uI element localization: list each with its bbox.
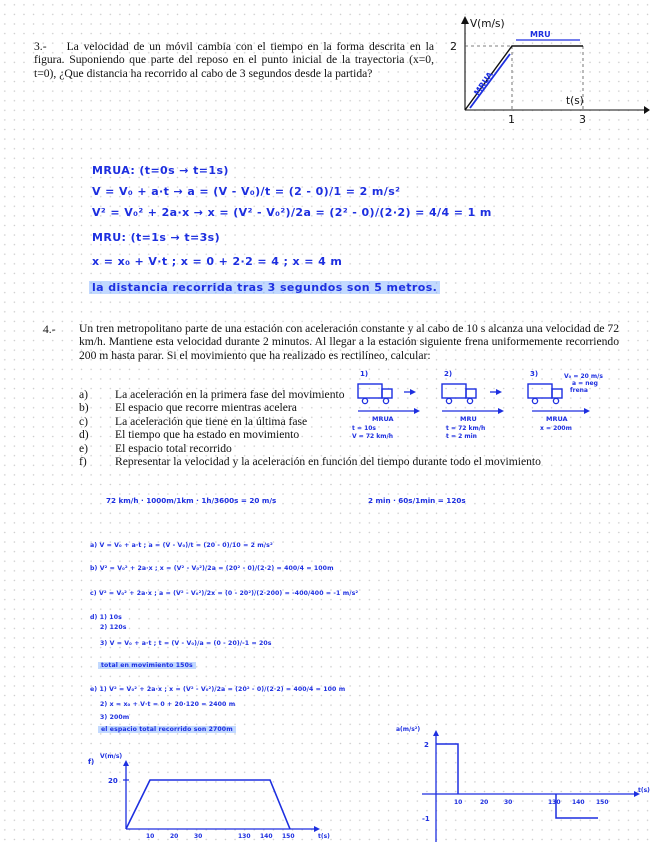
train-2-wheel-icon: [446, 398, 451, 403]
agraph-x-tick: 130: [548, 799, 561, 806]
part-f-label: f): [88, 758, 95, 766]
graph3-mru-label: MRU: [530, 30, 551, 39]
vgraph-velocity-line: [126, 780, 290, 829]
list-item: c) La aceleración que tiene en la última fase: [79, 414, 308, 428]
graph3-x-tick-3: 3: [579, 113, 586, 126]
train-1-wheel-icon: [362, 398, 367, 403]
agraph-x-tick: 140: [572, 799, 585, 806]
phase-3-number: 3): [530, 370, 539, 378]
phase-3-arrowhead-icon: [584, 408, 590, 414]
train-2-wheel-icon: [467, 398, 472, 403]
train-3-cab-icon: [552, 389, 562, 398]
vgraph-x-tick: 150: [282, 833, 295, 840]
p4-solution-d2: 2) 120s: [100, 624, 127, 631]
agraph-x-tick: 150: [596, 799, 609, 806]
vgraph-x-tick: 30: [194, 833, 203, 840]
phase-2-to-3-arrowhead-icon: [496, 389, 502, 395]
list-item: d) El tiempo que ha estado en movimiento: [79, 428, 300, 442]
p4-solution-e3: 3) 200m: [100, 714, 130, 721]
graph3-y-tick: 2: [450, 40, 457, 53]
graph3-y-label: V(m/s): [470, 18, 505, 30]
acceleration-time-graph-problem-4: [392, 720, 654, 844]
phase-2-number: 2): [444, 370, 453, 378]
p4-solution-a: a) V = V₀ + a·t ; a = (V - V₀)/t = (20 - 0)/10 = 2 m/s²: [90, 542, 273, 549]
train-phases-sketch: [350, 368, 650, 446]
graph3-y-arrow-icon: [461, 16, 469, 24]
phase-2-label: MRU: [460, 415, 477, 423]
p3-solution-line-1: MRUA: (t=0s → t=1s): [92, 164, 229, 177]
phase-2-arrowhead-icon: [498, 408, 504, 414]
graph3-x-tick-1: 1: [508, 113, 515, 126]
phase-3-note-3: frena: [570, 387, 588, 394]
list-item: a) La aceleración en la primera fase del movimiento: [79, 388, 345, 401]
vgraph-y-label: V(m/s): [100, 753, 123, 760]
p4-solution-e2: 2) x = x₀ + V·t = 0 + 20·120 = 2400 m: [100, 701, 236, 708]
train-1-cab-icon: [382, 389, 392, 398]
phase-2-note-2: t = 2 min: [446, 433, 477, 440]
vgraph-x-tick: 130: [238, 833, 251, 840]
graph3-x-arrow-icon: [644, 106, 650, 114]
train-2-car-icon: [442, 384, 466, 398]
problem-3-number: 3.-: [34, 40, 47, 53]
phase-3-note-4: x = 200m: [540, 425, 572, 432]
p3-solution-line-2: V = V₀ + a·t → a = (V - V₀)/t = (2 - 0)/1 = 2 m/s²: [92, 185, 401, 198]
vgraph-x-arrow-icon: [314, 826, 320, 832]
agraph-y-tick-2: 2: [424, 741, 429, 749]
graph3-x-label: t(s): [566, 95, 584, 107]
agraph-x-tick: 10: [454, 799, 463, 806]
train-1-wheel-icon: [383, 398, 388, 403]
train-phase-2: [442, 370, 504, 440]
vgraph-x-tick: 140: [260, 833, 273, 840]
p4-solution-e1: e) 1) V² = V₀² + 2a·x ; x = (V² - V₀²)/2a = (20² - 0)/(2·2) = 400/4 = 100 m: [90, 686, 346, 693]
list-item: e) El espacio total recorrido: [79, 441, 232, 455]
graph3-mrua-label: MRUA: [472, 70, 495, 98]
phase-1-note-2: V = 72 km/h: [352, 433, 393, 440]
phase-1-arrowhead-icon: [414, 408, 420, 414]
conversion-time: 2 min · 60s/1min = 120s: [368, 496, 466, 505]
train-phase-1: [352, 370, 420, 440]
train-1-car-icon: [358, 384, 382, 398]
p3-solution-line-5: x = x₀ + V·t ; x = 0 + 2·2 = 4 ; x = 4 m: [92, 255, 343, 268]
list-item: b) El espacio que recorre mientras acelera: [79, 401, 297, 415]
p4-total-distance-highlight: el espacio total recorrido son 2700m: [98, 726, 236, 733]
p4-solution-c: c) V² = V₀² + 2a·x ; a = (V² - V₀²)/2x = (0 - 20²)/(2·200) = -400/400 = -1 m/s²: [90, 590, 359, 597]
p4-total-time-highlight: total en movimiento 150s: [98, 662, 196, 669]
p4-solution-b: b) V² = V₀² + 2a·x ; x = (V² - V₀²)/2a = (20² - 0)/(2·2) = 400/4 = 100m: [90, 565, 334, 572]
agraph-phase-1-line: [436, 744, 458, 794]
phase-1-note-1: t = 10s: [352, 425, 376, 432]
train-2-cab-icon: [466, 389, 476, 398]
vgraph-x-tick: 10: [146, 833, 155, 840]
conversion-speed: 72 km/h · 1000m/1km · 1h/3600s = 20 m/s: [106, 496, 277, 505]
agraph-y-tick-neg1: -1: [422, 815, 430, 823]
problem-3-statement: [34, 40, 434, 80]
p3-conclusion-highlight: la distancia recorrida tras 3 segundos son 5 metros.: [89, 281, 440, 294]
phase-1-label: MRUA: [372, 415, 394, 423]
vgraph-x-tick: 20: [170, 833, 179, 840]
phase-3-label: MRUA: [546, 415, 568, 423]
p4-solution-d1: d) 1) 10s: [90, 614, 122, 621]
agraph-x-tick: 20: [480, 799, 489, 806]
phase-2-note-1: t = 72 km/h: [446, 425, 486, 432]
problem-3-text: La velocidad de un móvil cambia con el tiempo en la forma descrita en la figura. Suponiendo que parte del reposo en el punto inicial de la trayectoria (x=0, t=0), ¿Que distancia ha recorrido al cabo de 3 segundos desde la partida?: [34, 40, 434, 80]
agraph-x-tick: 30: [504, 799, 513, 806]
agraph-phase-3-line: [556, 794, 598, 818]
train-3-car-icon: [528, 384, 552, 398]
agraph-y-arrow-icon: [433, 730, 439, 736]
list-item: f) Representar la velocidad y la aceleración en función del tiempo durante todo el movimiento: [79, 454, 541, 468]
phase-1-to-2-arrowhead-icon: [410, 389, 416, 395]
velocity-time-graph-problem-4: [84, 750, 354, 842]
agraph-x-label: t(s): [638, 787, 650, 794]
agraph-y-label: a(m/s²): [396, 726, 421, 733]
problem-4-number: 4.-: [43, 323, 56, 336]
phase-1-number: 1): [360, 370, 369, 378]
velocity-time-graph-problem-3: [440, 12, 650, 130]
vgraph-x-label: t(s): [318, 833, 330, 840]
train-3-wheel-icon: [553, 398, 558, 403]
vgraph-y-tick: 20: [108, 777, 118, 785]
train-phase-3: [528, 370, 603, 432]
problem-4-text: Un tren metropolitano parte de una estación con aceleración constante y al cabo de 10 s alcanza una velocidad de 72 km/h. Mantiene esta velocidad durante 2 minutos. Al llegar a la estación siguiente frena uniformemente recorriendo 200 m hasta parar. Si el movimiento que ha realizado es rectilíneo, calcular:: [79, 322, 619, 362]
p3-solution-line-3: V² = V₀² + 2a·x → x = (V² - V₀²)/2a = (2² - 0)/(2·2) = 4/4 = 1 m: [92, 206, 492, 219]
p3-solution-line-4: MRU: (t=1s → t=3s): [92, 231, 221, 244]
vgraph-y-arrow-icon: [123, 760, 129, 766]
p4-solution-d3: 3) V = V₀ + a·t ; t = (V - V₀)/a = (0 - 20)/-1 = 20s: [100, 640, 272, 647]
phase-3-note-1: V₀ = 20 m/s: [564, 373, 603, 380]
phase-3-note-2: a = neg: [572, 380, 598, 387]
train-3-wheel-icon: [532, 398, 537, 403]
